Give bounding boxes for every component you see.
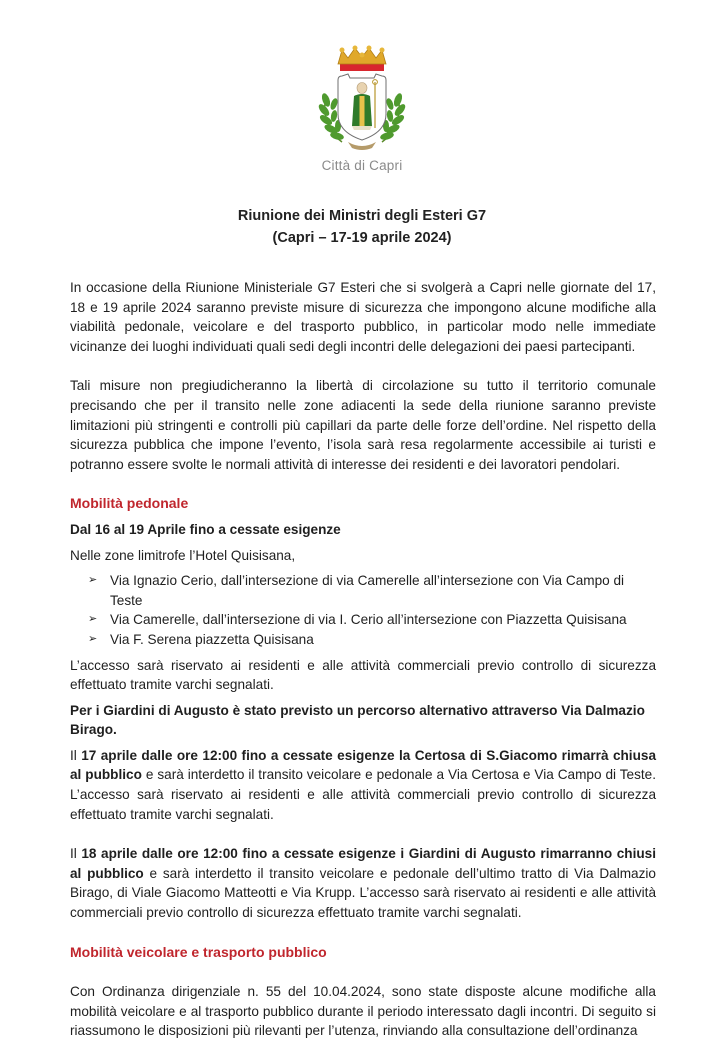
arrowhead-bullet-icon: ➢: [88, 613, 98, 626]
coat-of-arms-icon: [312, 44, 412, 156]
intro-paragraph-1: In occasione della Riunione Ministeriale G7 Esteri che si svolgerà a Capri nelle giornate del 17, 18 e 19 aprile 2024 saranno previste misure di sicurezza che impongono alcune modifiche alla viabilità pedonale, veicolare e del trasporto pubblico, in particolar modo nelle immediate vicinanze dei luoghi individuati quali sedi degli incontri delle delegazioni dei paesi partecipanti.: [70, 280, 656, 354]
giardini-closure-paragraph: Il 18 aprile dalle ore 12:00 fino a cessate esigenze i Giardini di Augusto rimarranno chiusi al pubblico e sarà interdetto il transito veicolare e pedonale dell’ultimo tratto di Via Dalmazio Birago, di Viale Giacomo Matteotti e Via Krupp. L’accesso sarà riservato ai residenti e alle attività commerciali previo controllo di sicurezza effettuato tramite varchi segnalati.: [70, 846, 657, 921]
document-body: [70, 278, 656, 1041]
arrowhead-bullet-icon: ➢: [88, 632, 98, 645]
section-heading-pedestrian: Mobilità pedonale: [70, 495, 189, 512]
street-list: [70, 571, 656, 649]
pedestrian-date-range: Dal 16 al 19 Aprile fino a cessate esigenze: [70, 521, 341, 537]
arrowhead-bullet-icon: ➢: [88, 574, 98, 587]
certosa-closure-paragraph: Il 17 aprile dalle ore 12:00 fino a cessate esigenze la Certosa di S.Giacomo rimarrà chiusa al pubblico e sarà interdetto il transito veicolare e pedonale a Via Certosa e Via Campo di Teste. L’accesso sarà riservato ai residenti e alle attività commerciali previo controllo di sicurezza effettuato tramite varchi segnalati.: [70, 747, 657, 822]
list-item: ➢ Via Ignazio Cerio, dall’intersezione di via Camerelle all’intersezione con Via Campo di Teste: [88, 573, 625, 608]
vehicular-paragraph-1: Con Ordinanza dirigenziale n. 55 del 10.04.2024, sono state disposte alcune modifiche alla mobilità veicolare e al trasporto pubblico durante il periodo interessato dagli incontri. Di seguito si riassumono le disposizioni più rilevanti per l’utenza, rinviando alla consultazione dell’ordinanza: [70, 984, 656, 1039]
access-note: L’accesso sarà riservato ai residenti e alle attività commerciali previo controllo di sicurezza effettuato tramite varchi segnalati.: [70, 657, 656, 693]
document-title: [0, 205, 724, 249]
section-heading-vehicular: Mobilità veicolare e trasporto pubblico: [70, 943, 327, 960]
header-logo: [300, 44, 424, 173]
intro-paragraph-2: Tali misure non pregiudicheranno la libertà di circolazione su tutto il territorio comunale precisando che per il transito nelle zone adiacenti la sede della riunione saranno previste limitazioni più stringenti e controlli più capillari da parte delle forze dell’ordine. Nel rispetto della sicurezza pubblica che impone l’evento, l’isola sarà resa regolarmente accessibile ai turisti e potranno essere svolte le normali attività di interesse dei residenti e dei lavoratori pendolari.: [70, 378, 656, 472]
city-name: Città di Capri: [321, 158, 403, 173]
title-line-1: Riunione dei Ministri degli Esteri G7: [237, 208, 487, 224]
giardini-alternative-route: Per i Giardini di Augusto è stato previsto un percorso alternativo attraverso Via Dalmazio Birago.: [70, 702, 645, 738]
list-item: ➢ Via F. Serena piazzetta Quisisana: [88, 630, 656, 650]
pedestrian-lead: Nelle zone limitrofe l’Hotel Quisisana,: [70, 547, 296, 563]
title-line-2: (Capri – 17-19 aprile 2024): [272, 230, 452, 246]
list-item: ➢ Via Camerelle, dall’intersezione di via I. Cerio all’intersezione con Piazzetta Quisisana: [88, 610, 656, 630]
